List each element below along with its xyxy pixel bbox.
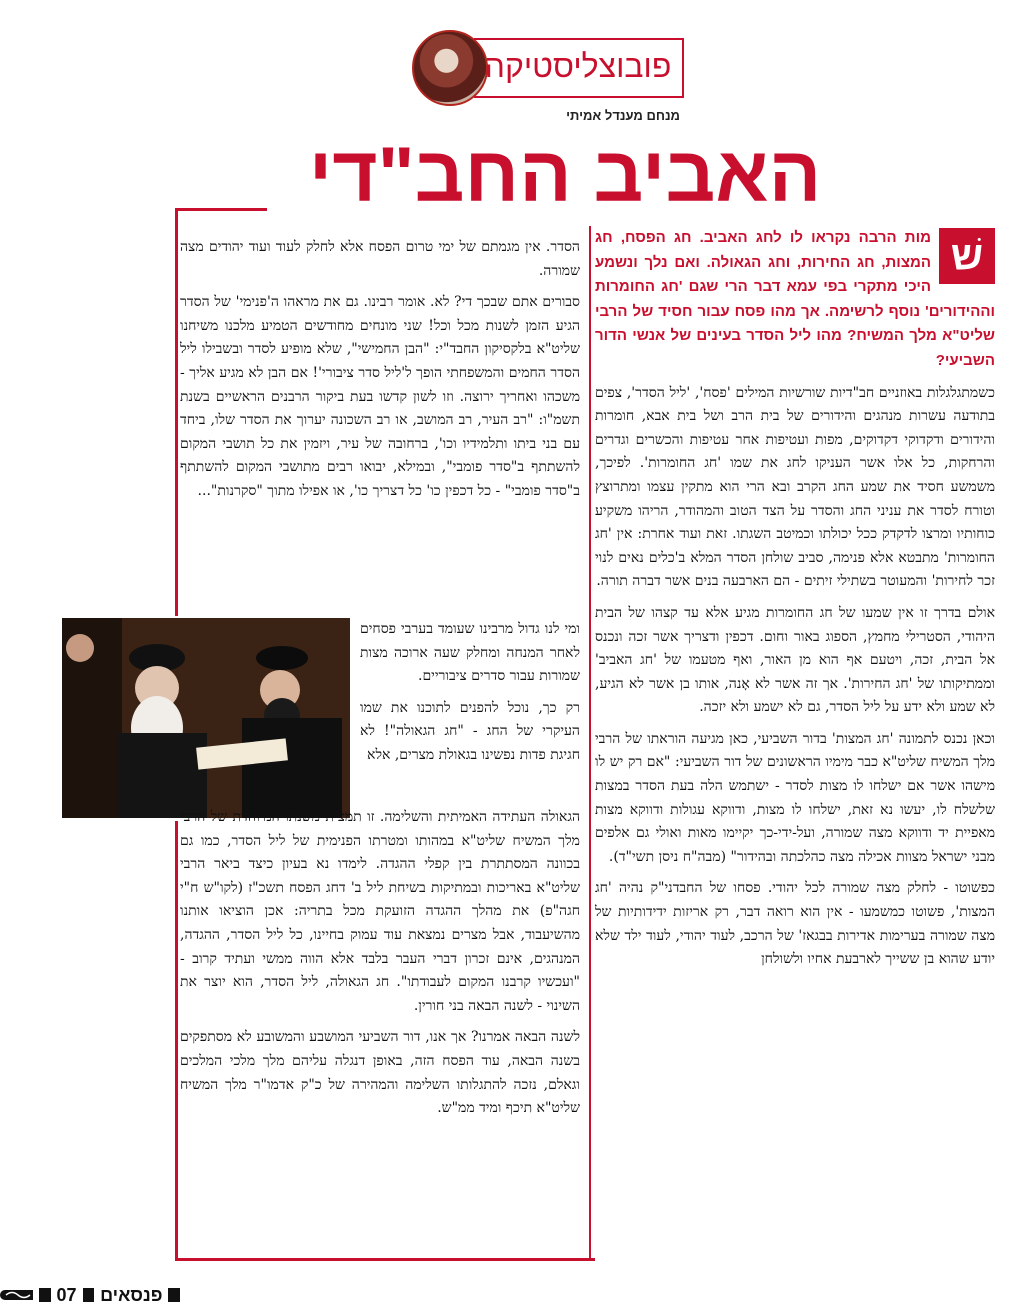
- frame-bottom-rule: [175, 821, 178, 1261]
- article-photo: [62, 618, 350, 818]
- dropcap: שׁ: [939, 228, 995, 284]
- photo-illustration: [62, 618, 350, 818]
- headline-rule: [175, 208, 267, 211]
- magazine-logo-icon: [0, 1288, 33, 1302]
- paragraph: לשנה הבאה אמרנו? אך אנו, דור השביעי המושבע והמשובע לא מסתפקים בשנה הבאה, עוד הפסח הזה, באופן דנגלה עליהם מלך מלכי המלכים וגאלם, נזכה להתגלותו השלימה והמהירה של כ"ק אדמו"ר מלך המשיח שליט"א תיכף ומיד ממ"ש.: [180, 1029, 580, 1117]
- paragraph: אולם בדרך זו אין שמעו של חג החומרות מגיע אלא עד קצהו של הבית היהודי, הסטרילי מחמץ, הספוג באור וחום. דכפין ודצריך אשר זכה ונכנס אל הבית, זכה, ויטעם אף הוא מן האור, ואף מטעמו של 'חג האביב' וממתיקותו של 'חג החירות'. אך זה אשר לא אָנה, אותו בן אשר לא הגיע, לא שמע ולא ידע על ליל הסדר, גם לא ישמע ולא יזכה.: [595, 604, 995, 716]
- footer-square-icon: [83, 1288, 95, 1302]
- paragraph: הסדר. אין מגמתם של ימי טרום הפסח אלא לחלק לעוד ועוד יהודים מצה שמורה.: [180, 239, 580, 279]
- section-label: פובוצליסטיקה: [484, 47, 672, 84]
- article-column-left-bottom: [180, 806, 580, 1129]
- article-column-left-top: [180, 236, 580, 512]
- column-divider: [589, 226, 591, 1260]
- page-number: 07: [56, 1284, 77, 1305]
- magazine-name: פנסאים: [100, 1284, 163, 1305]
- page-footer: [0, 1282, 180, 1308]
- footer-square-icon: [168, 1288, 180, 1302]
- article-lead: מות הרבה נקראו לו לחג האביב. חג הפסח, חג המצות, חג החירות, וחג הגאולה. ואם נלך ונשמע היכי מתקרי בפי עמא דבר הרי שגם 'חג החומרות וההידורים' נוסף לרשימה. אך מהו פסח עבור חסיד של הרבי שליט"א מלך המשיח? מהו ליל הסדר בעינים של אנשי הדור השביעי?: [595, 229, 995, 369]
- paragraph: וכאן נכנס לתמונה 'חג המצות' בדור השביעי, כאן מגיעה הוראתו של הרבי מלך המשיח שליט"א כבר מימיו הראשונים של דור השביעי: "אם רק יש לו מישהו אשר אם ישלחו לו מצות לסדר - ישתמש הלה בעת הסדר במצות שלשלח לו, יעשו נא זאת, ישלחו לו מצות, ודווקא עגולות ודווקא מצות מאפיית יד ודווקא מצה שמורה, ועל-ידי-כך יקיימו מאות ואולי גם אלפים מבני ישראל מצוות אכילה מצה כהלכתה ובהידור" (מבה"ח ניסן תשי"ד).: [595, 730, 995, 865]
- footer-square-icon: [39, 1288, 51, 1302]
- article-column-right: [595, 226, 995, 980]
- paragraph: הגאולה העתידה האמיתית והשלימה. זו תמצית משנתו המיוחדת של הרבי מלך המשיח שליט"א במהותו ומטרתו הפנימית של ליל הסדר, כמו גם בכוונה המסתתרת בין קפלי ההגדה. לימדו נא בעיון כיצד ביאר הרבי שליט"א באריכות ובמתיקות בשיחת ליל ב' דחג הפסח תשכ"ז (לקו"ש ח"י חגה"פ) את מהלך ההגדה הזועקת מכל בתריה: אכן הוציאו אותנו מהשיעבוד, אבל מצרים נמצאת עוד עמוק בחיינו, כל ליל הסדר, ההגדה, המנהגים, אינם זכרון דברי העבר בלבד אלא הווה ממשי ועתיד קרוב - "ועכשיו קרבנו המקום לעבודתו". חג הגאולה, ליל הסדר, הוא יוצר את השינוי - לשנה הבאה בני חורין.: [180, 809, 580, 1014]
- frame-left-rule: [175, 208, 178, 616]
- author-byline: מנחם מענדל אמיתי: [566, 108, 680, 123]
- paragraph: סבורים אתם שבכך די? לא. אומר רבינו. גם את מראהו ה'פנימי' של הסדר הגיע הזמן לשנות מכל וכל! שני מונחים מחודשים הטמיע מלכנו משיחנו שליט"א בלקסיקון החבד"י: "הבן החמישי", שלא מופיע לסדר ובשבילו ליל הסדר החמים והמשפחתי הופך ל'ליל סדר ציבורי'! אם הבן לא מגיע אליך - משכהו ואחריך ירוצה. וזו לשון קדשו בעת ביקור הרבנים הראשיים בשנת תשמ"ו: "רב העיר, רב המושב, או רב השכונה יערוך את הסדר שלו, ביחד עם בני ביתו ותלמידיו וכו', ברחובה של עיר, ויזמין את כל תושבי המקום להשתתף ב"סדר פומבי", ובמילא, יבואו רבים מתושבי המקום להשתתף ב"סדר פומבי" - כל דכפין כו' כל דצריך כו', או אפילו מתוך "סקרנות"...: [180, 294, 580, 499]
- article-column-wrap: [360, 618, 580, 776]
- headline: האביב החב"די: [308, 130, 822, 218]
- frame-bottom-line: [175, 1258, 595, 1261]
- paragraph: כשמתגלגלות באוזניים חב"דיות שורשיות המילים 'פסח', 'ליל הסדר', צפים בתודעה עשרות מנהגים והידורים של בית הרב ושל בית אבא, חומרות והידורים ודקדוקי דקדוקים, מפות ועטיפות אחר עטיפות והכשרים וגדרים והרחקות, כל אלו אשר העניקו לחג את שמו 'חג החומרות'. לפיכך, משמשע חסיד את שמע החג הקרב ובא הרי הוא מתקין עצמו ומתרוצץ וטורח לסדר את עניני החג והסדר על הצד הטוב והמהודר, הריהו משקיע כוחותיו ומרצו לדקדק ככל יכולתו וכמיטב השגתו. זאת ועוד אחרת: אין 'חג החומרות' מתבטא אלא פנימה, סביב שולחן הסדר המלא ב'כלים נאים לנוי זכר לחירות' והמעוטר בשתילי זיתים - הם הארבעה בנים אשר דברה תורה.: [595, 384, 995, 590]
- paragraph: ומי לנו גדול מרבינו שעומד בערבי פסחים לאחר המנחה ומחלק שעה ארוכה מצות שמורות עבור סדרים ציבוריים.: [360, 621, 580, 685]
- paragraph: כפשוטו - לחלק מצה שמורה לכל יהודי. פסחו של החבדני"ק נהיה 'חג המצות', פשוטו כמשמעו - אין הוא רואה דבר, רק אריזות ידידותיות של מצה שמורה בערימות אדירות בבגאז' של הרכב, לעוד יהודי, לעוד ילד שלא יודע שהוא בן ששייך לארבעת אחיו ולשולחן: [595, 880, 995, 968]
- paragraph: רק כך, נוכל להפנים לתוכנו את שמו העיקרי של החג - "חג הגאולה"! לא חגיגת פדות נפשינו בגאולת מצרים, אלא: [360, 699, 580, 763]
